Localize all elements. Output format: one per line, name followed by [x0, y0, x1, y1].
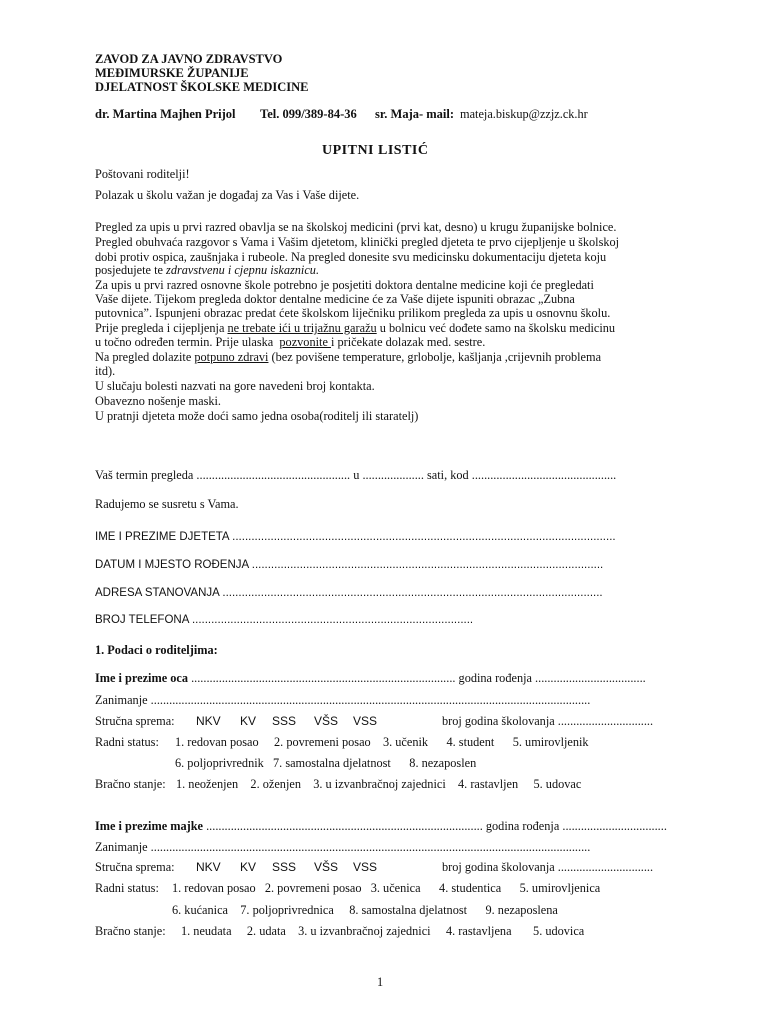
mother-edu-option-sss[interactable]: SSS [272, 860, 297, 874]
father-edu-option-nkv[interactable]: NKV [196, 714, 221, 728]
appointment-time-field[interactable]: .................... [362, 468, 424, 482]
mother-occupation-field[interactable]: Zanimanje ............................................................................................................................................... [95, 840, 591, 854]
illness-note: U slučaju bolesti nazvati na gore navedeni broj kontakta. [95, 379, 375, 393]
father-status-options[interactable]: 1. redovan posao 2. povremeni posao 3. učenik 4. student 5. umirovljenik [175, 735, 589, 749]
father-status-options-2[interactable]: 6. poljoprivrednik 7. samostalna djelatnost 8. nezaposlen [175, 756, 477, 770]
exam-info-line: Pregled za upis u prvi razred obavlja se na školskoj medicini (prvi kat, desno) u krugu županijske bolnice. [95, 220, 617, 234]
appointment-doctor-field[interactable]: ............................................... [471, 468, 617, 482]
health-info-line: itd). [95, 364, 116, 378]
child-name-field[interactable]: IME I PREZIME DJETETA ........................................................................................................................ [95, 531, 616, 543]
exam-info-line: Pregled obuhvaća razgovor s Vama i Vašim djetetom, klinički pregled djeteta te prvo cijepljenje u školskoj [95, 235, 620, 249]
nurse-mail-label: sr. Maja- mail: [375, 107, 455, 121]
father-years-field[interactable]: broj godina školovanja ............................... [442, 714, 654, 728]
mother-edu-option-kv[interactable]: KV [240, 860, 257, 874]
institution-county: MEĐIMURSKE ŽUPANIJE [95, 66, 249, 80]
mask-note: Obavezno nošenje maski. [95, 394, 222, 408]
father-edu-option-sss[interactable]: SSS [272, 714, 297, 728]
father-edu-option-vss2[interactable]: VŠS [314, 714, 339, 728]
appointment-line: Vaš termin pregleda .................................................. u .................... sati, kod ............................................... [95, 468, 617, 482]
mother-edu-option-vss2[interactable]: VŠS [314, 860, 339, 874]
mother-marital-options[interactable]: 1. neudata 2. udata 3. u izvanbračnoj zajednici 4. rastavljena 5. udovica [181, 924, 585, 938]
intro-paragraph: Polazak u školu važan je događaj za Vas i Vaše dijete. [95, 188, 360, 202]
dental-info-line: Vaše dijete. Tijekom pregleda doktor dentalne medicine će za Vaše dijete ispuniti obrazac „Zubna [95, 292, 575, 306]
father-edu-option-kv[interactable]: KV [240, 714, 257, 728]
greeting: Poštovani roditelji! [95, 167, 190, 181]
mother-status-options-2[interactable]: 6. kućanica 7. poljoprivrednica 8. samostalna djelatnost 9. nezaposlena [172, 903, 558, 917]
child-birth-field[interactable]: DATUM I MJESTO ROĐENJA .............................................................................................................. [95, 559, 604, 571]
mother-status-options[interactable]: 1. redovan posao 2. povremeni posao 3. učenica 4. studentica 5. umirovljenica [172, 881, 601, 895]
email-link[interactable]: mateja.biskup@zzjz.ck.hr [460, 107, 588, 121]
institution-department: DJELATNOST ŠKOLSKE MEDICINE [95, 80, 309, 94]
father-name-row[interactable]: Ime i prezime oca ...................................................................................... godina rođenja .................................... [95, 671, 646, 685]
closing-note: Radujemo se susretu s Vama. [95, 497, 239, 511]
doctor-name: dr. Martina Majhen Prijol [95, 107, 236, 121]
mother-edu-option-nkv[interactable]: NKV [196, 860, 221, 874]
exam-info-line: posjedujete te zdravstvenu i cjepnu iskaznicu. [95, 263, 320, 277]
triage-info-line: u točno određen termin. Prije ulaska pozvonite i pričekate dolazak med. sestre. [95, 335, 486, 349]
mother-marital-label: Bračno stanje: [95, 924, 166, 938]
section-parents-title: 1. Podaci o roditeljima: [95, 643, 218, 657]
father-status-label: Radni status: [95, 735, 159, 749]
exam-info-line: dobi protiv ospica, zaušnjaka i rubeole. Na pregled donesite svu medicinsku dokumentaciju djeteta koju [95, 250, 607, 264]
documents-note: zdravstvenu i cjepnu iskaznicu. [166, 263, 320, 277]
father-occupation-field[interactable]: Zanimanje ............................................................................................................................................... [95, 693, 591, 707]
mother-name-row[interactable]: Ime i prezime majke .......................................................................................... godina rođenja .................................. [95, 819, 667, 833]
dental-info-line: Za upis u prvi razred osnovne škole potrebno je posjetiti doktora dentalne medicine koji će pregledati [95, 278, 594, 292]
appointment-date-field[interactable]: .................................................. [196, 468, 351, 482]
mother-edu-option-vss[interactable]: VSS [353, 860, 378, 874]
father-marital-label: Bračno stanje: [95, 777, 166, 791]
father-education-label: Stručna sprema: [95, 714, 175, 728]
triage-info-line: Prije pregleda i cijepljenja ne trebate ići u trijažnu garažu u bolnicu već dođete samo na školsku medicinu [95, 321, 616, 335]
child-phone-field[interactable]: BROJ TELEFONA ........................................................................................ [95, 614, 474, 626]
mother-status-label: Radni status: [95, 881, 159, 895]
dental-info-line: putovnica”. Ispunjeni obrazac predat ćete školskom liječniku prilikom pregleda za upis u osnovnu školu. [95, 306, 611, 320]
mother-education-label: Stručna sprema: [95, 860, 175, 874]
father-marital-options[interactable]: 1. neoženjen 2. oženjen 3. u izvanbračnoj zajednici 4. rastavljen 5. udovac [176, 777, 582, 791]
page-title: UPITNI LISTIĆ [322, 143, 429, 158]
father-edu-option-vss[interactable]: VSS [353, 714, 378, 728]
phone: Tel. 099/389-84-36 [260, 107, 357, 121]
child-address-field[interactable]: ADRESA STANOVANJA ....................................................................................................................... [95, 587, 603, 599]
escort-note: U pratnji djeteta može doći samo jedna osoba(roditelj ili staratelj) [95, 409, 419, 423]
institution-name: ZAVOD ZA JAVNO ZDRAVSTVO [95, 52, 283, 66]
page-number: 1 [377, 975, 384, 989]
health-info-line: Na pregled dolazite potpuno zdravi (bez povišene temperature, grlobolje, kašljanja ,crijevnih problema [95, 350, 602, 364]
mother-years-field[interactable]: broj godina školovanja ............................... [442, 860, 654, 874]
